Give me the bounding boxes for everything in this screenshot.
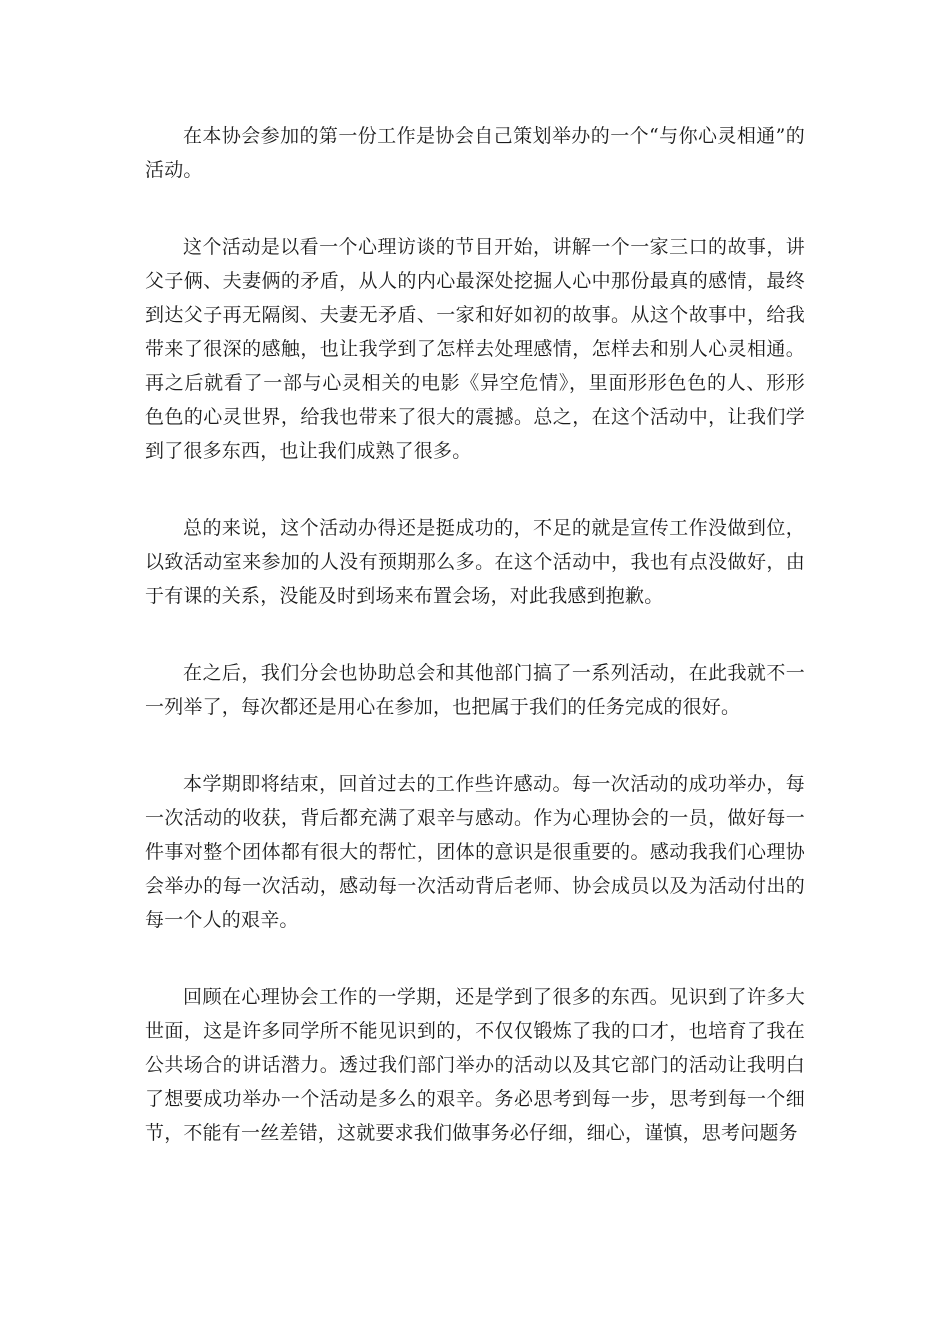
paragraph-activity-description: 这个活动是以看一个心理访谈的节目开始，讲解一个一家三口的故事，讲父子俩、夫妻俩的矛盾，从人的内心最深处挖掘人心中那份最真的感情，最终到达父子再无隔阂、夫妻无矛盾、一家和好如初的故事。从这个故事中，给我带来了很深的感触，也让我学到了怎样去处理感情，怎样去和别人心灵相通。再之后就看了一部与心灵相关的电影《异空危情》，里面形形色色的人、形形色色的心灵世界，给我也带来了很大的震撼。总之，在这个活动中，让我们学到了很多东西，也让我们成熟了很多。 [145, 236, 805, 462]
paragraph-semester-reflection: 本学期即将结束，回首过去的工作些许感动。每一次活动的成功举办，每一次活动的收获，背后都充满了艰辛与感动。作为心理协会的一员，做好每一件事对整个团体都有很大的帮忙，团体的意识是很重要的。感动我我们心理协会举办的每一次活动，感动每一次活动背后老师、协会成员以及为活动付出的每一个人的艰辛。 [145, 773, 805, 931]
paragraph-other-activities: 在之后，我们分会也协助总会和其他部门搞了一系列活动，在此我就不一一列举了，每次都还是用心在参加，也把属于我们的任务完成的很好。 [145, 662, 805, 718]
paragraph-summary: 总的来说，这个活动办得还是挺成功的，不足的就是宣传工作没做到位，以致活动室来参加的人没有预期那么多。在这个活动中，我也有点没做好，由于有课的关系，没能及时到场来布置会场，对此我感到抱歉。 [145, 517, 805, 607]
paragraph-lessons-learned: 回顾在心理协会工作的一学期，还是学到了很多的东西。见识到了许多大世面，这是许多同学所不能见识到的，不仅仅锻炼了我的口才，也培育了我在公共场合的讲话潜力。透过我们部门举办的活动以及其它部门的活动让我明白了想要成功举办一个活动是多么的艰辛。务必思考到每一步，思考到每一个细节，不能有一丝差错，这就要求我们做事务必仔细，细心，谨慎，思考问题务 [145, 986, 805, 1144]
document-body [145, 119, 805, 1193]
paragraph-first-job: 在本协会参加的第一份工作是协会自己策划举办的一个“与你心灵相通”的活动。 [145, 125, 805, 181]
